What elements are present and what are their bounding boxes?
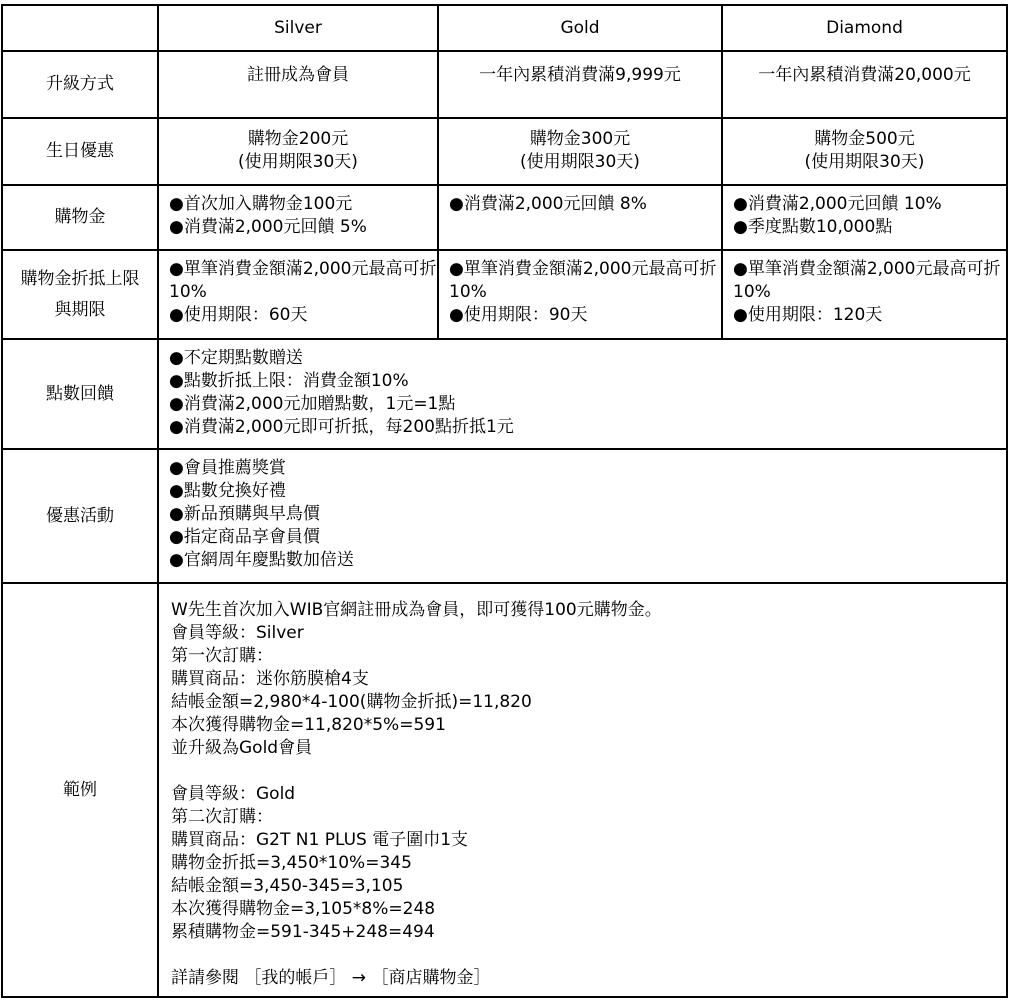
birthday-diamond-amount: 購物金500元: [814, 129, 915, 149]
promotion-item: ●指定商品享會員價: [169, 527, 320, 547]
upgrade-gold: 一年內累積消費滿9,999元: [438, 51, 722, 118]
example-line: 第一次訂購：: [171, 646, 273, 666]
limit-gold-validity: ●使用期限：90天: [449, 305, 588, 325]
points-item: ●消費滿2,000元加贈點數，1元=1點: [169, 394, 456, 414]
example-line: 本次獲得購物金=3,105*8%=248: [171, 899, 436, 919]
credit-gold-item: ●消費滿2,000元回饋 8%: [449, 194, 647, 214]
upgrade-silver: 註冊成為會員: [158, 51, 438, 118]
example-line: 第二次訂購：: [171, 807, 273, 827]
limit-silver-rule: ●單筆消費金額滿2,000元最高可折10%: [169, 259, 437, 302]
limit-diamond: [722, 250, 1007, 339]
credit-label: 購物金: [2, 185, 158, 250]
example-line: 購物金折抵=3,450*10%=345: [171, 853, 412, 873]
points-item: ●不定期點數贈送: [169, 348, 303, 368]
birthday-gold: [438, 118, 722, 185]
limit-gold: [438, 250, 722, 339]
birthday-silver-amount: 購物金200元: [247, 129, 349, 149]
credit-gold: [438, 185, 722, 250]
birthday-gold-amount: 購物金300元: [529, 129, 631, 149]
points-label: 點數回饋: [2, 339, 158, 449]
limit-label-line: 購物金折抵上限: [20, 268, 140, 289]
example-line: 本次獲得購物金=11,820*5%=591: [171, 715, 446, 735]
promotion-item: ●官網周年慶點數加倍送: [169, 550, 354, 570]
example-reference-line: 詳請參閱 ［我的帳戶］ → ［商店購物金］: [171, 968, 491, 988]
limit-label: [2, 250, 158, 339]
example-line: 購買商品：迷你筋膜槍4支: [171, 669, 369, 689]
credit-diamond-item: ●季度點數10,000點: [733, 217, 893, 237]
limit-gold-rule: ●單筆消費金額滿2,000元最高可折10%: [449, 259, 717, 302]
birthday-gold-validity: (使用期限30天): [520, 152, 640, 172]
credit-diamond-item: ●消費滿2,000元回饋 10%: [733, 194, 942, 214]
upgrade-row: [2, 51, 1007, 118]
corner-cell: [2, 5, 158, 51]
example-line: 會員等級：Silver: [171, 623, 304, 643]
example-line: W先生首次加入WIB官網註冊成為會員，即可獲得100元購物金。: [171, 600, 662, 620]
promotion-item: ●會員推薦獎賞: [169, 458, 286, 478]
credit-silver-item: ●首次加入購物金100元: [169, 194, 353, 214]
limit-silver-validity: ●使用期限：60天: [169, 305, 308, 325]
promotion-item: ●點數兌換好禮: [169, 481, 286, 501]
tier-header-silver: Silver: [158, 5, 438, 51]
credit-silver: [158, 185, 438, 250]
example-line: 結帳金額=2,980*4-100(購物金折抵)=11,820: [171, 692, 532, 712]
limit-silver: [158, 250, 438, 339]
credit-diamond: [722, 185, 1007, 250]
limit-diamond-validity: ●使用期限：120天: [733, 305, 883, 325]
example-line: 會員等級：Gold: [171, 784, 296, 804]
example-row: [2, 583, 1007, 997]
membership-tier-table: [1, 4, 1008, 998]
points-list: [158, 339, 1007, 449]
promotions-row: [2, 449, 1007, 583]
promotions-list: [158, 449, 1007, 583]
birthday-row: [2, 118, 1007, 185]
example-line: 並升級為Gold會員: [171, 738, 313, 758]
upgrade-diamond: 一年內累積消費滿20,000元: [722, 51, 1007, 118]
limit-label-line: 與期限: [54, 299, 106, 320]
birthday-diamond: [722, 118, 1007, 185]
example-content: [158, 583, 1007, 997]
promotion-item: ●新品預購與早鳥價: [169, 504, 320, 524]
points-row: [2, 339, 1007, 449]
example-spacer: [171, 944, 1006, 967]
birthday-label: 生日優惠: [2, 118, 158, 185]
birthday-silver-validity: (使用期限30天): [238, 152, 358, 172]
credit-silver-item: ●消費滿2,000元回饋 5%: [169, 217, 367, 237]
upgrade-label: 升級方式: [2, 51, 158, 118]
promotions-label: 優惠活動: [2, 449, 158, 583]
tier-header-diamond: Diamond: [722, 5, 1007, 51]
example-label: 範例: [2, 583, 158, 997]
example-line: 累積購物金=591-345+248=494: [171, 922, 435, 942]
example-line: 購買商品：G2T N1 PLUS 電子圍巾1支: [171, 830, 469, 850]
example-spacer: [171, 760, 1006, 783]
credit-row: [2, 185, 1007, 250]
points-item: ●消費滿2,000元即可折抵，每200點折抵1元: [169, 417, 514, 437]
birthday-silver: [158, 118, 438, 185]
limit-row: [2, 250, 1007, 339]
tier-header-row: [2, 5, 1007, 51]
points-item: ●點數折抵上限：消費金額10%: [169, 371, 409, 391]
birthday-diamond-validity: (使用期限30天): [804, 152, 925, 172]
example-line: 結帳金額=3,450-345=3,105: [171, 876, 404, 896]
tier-header-gold: Gold: [438, 5, 722, 51]
limit-diamond-rule: ●單筆消費金額滿2,000元最高可折10%: [733, 259, 1001, 302]
